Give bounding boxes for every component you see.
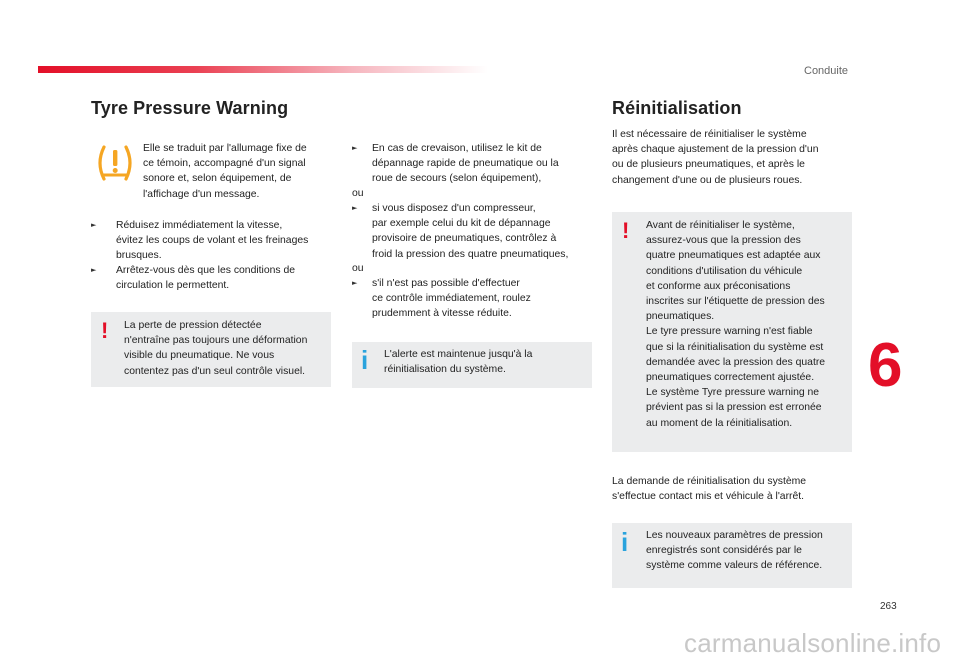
left-bullet-2: ► Arrêtez-vous dès que les conditions de circulation le permettent. [91, 265, 296, 292]
header-red-bar [38, 66, 488, 73]
left-title: Tyre Pressure Warning [91, 98, 289, 118]
bullet-arrow-icon: ► [352, 279, 358, 287]
left-bullet-1: ► Réduisez immédiatement la vitesse, évitez les coups de volant et les freinages brusques. [91, 220, 309, 262]
left-warning-box [91, 312, 331, 387]
bullet-arrow-icon: ► [352, 204, 358, 212]
exclamation-icon: ! [622, 218, 630, 243]
section-title: Conduite [804, 65, 849, 77]
middle-or-1: ou [352, 188, 364, 199]
chapter-number: 6 [868, 331, 903, 400]
tyre-pressure-warning-icon [94, 142, 136, 184]
middle-bullet-2: ► si vous disposez d'un compresseur, par exemple celui du kit de dépannage provisoire de pneumatiques, contrôlez à froid la pression des quatre pneumatiques, [352, 203, 569, 260]
right-intro: Il est nécessaire de réinitialiser le système après chaque ajustement de la pression d'un ou de plusieurs pneumatiques, et après le changement d'une ou de plusieurs roues. [612, 129, 819, 186]
right-warning-text: Avant de réinitialiser le système, assurez-vous que la pression des quatre pneumatiques est adaptée aux conditions d'utilisation du véhicule et conforme aux préconisations inscrites sur l'étiquette de pression des pneumatiques. Le tyre pressure warning n'est fiable que si la réinitialisation du système est demandée avec la pression des quatre pneumatiques correctement ajustée. Le système Tyre pressure warning ne prévient pas si la pression est erronée au moment de la réinitialisation. [646, 220, 826, 429]
middle-or-2: ou [352, 263, 364, 274]
right-info-text: Les nouveaux paramètres de pression enregistrés sont considérés par le système comme valeurs de référence. [646, 530, 823, 572]
info-icon: i [361, 345, 369, 375]
left-warning-text: La perte de pression détectée n'entraîne pas toujours une déformation visible du pneumatique. Ne vous contentez pas d'un seul contrôle visuel. [124, 320, 308, 377]
middle-info-box [352, 342, 592, 388]
right-info-box [612, 523, 852, 588]
right-title: Réinitialisation [612, 98, 742, 118]
page-number: 263 [880, 601, 897, 612]
exclamation-icon: ! [101, 318, 109, 343]
right-warning-box [612, 212, 852, 452]
middle-bullet-3: ► s'il n'est pas possible d'effectuer ce contrôle immédiatement, roulez prudemment à vitesse réduite. [352, 278, 531, 320]
bullet-arrow-icon: ► [91, 221, 97, 229]
middle-bullet-1: ► En cas de crevaison, utilisez le kit de dépannage rapide de pneumatique ou la roue de secours (selon équipement), [352, 143, 559, 185]
bullet-arrow-icon: ► [91, 266, 97, 274]
left-intro: Elle se traduit par l'allumage fixe de ce témoin, accompagné d'un signal sonore et, selon équipement, de l'affichage d'un message. [143, 143, 307, 200]
info-icon: i [621, 527, 629, 557]
middle-info-text: L'alerte est maintenue jusqu'à la réinitialisation du système. [384, 349, 533, 376]
watermark: carmanualsonline.info [684, 628, 942, 658]
right-request-text: La demande de réinitialisation du système s'effectue contact mis et véhicule à l'arrêt. [612, 476, 807, 503]
bullet-arrow-icon: ► [352, 144, 358, 152]
